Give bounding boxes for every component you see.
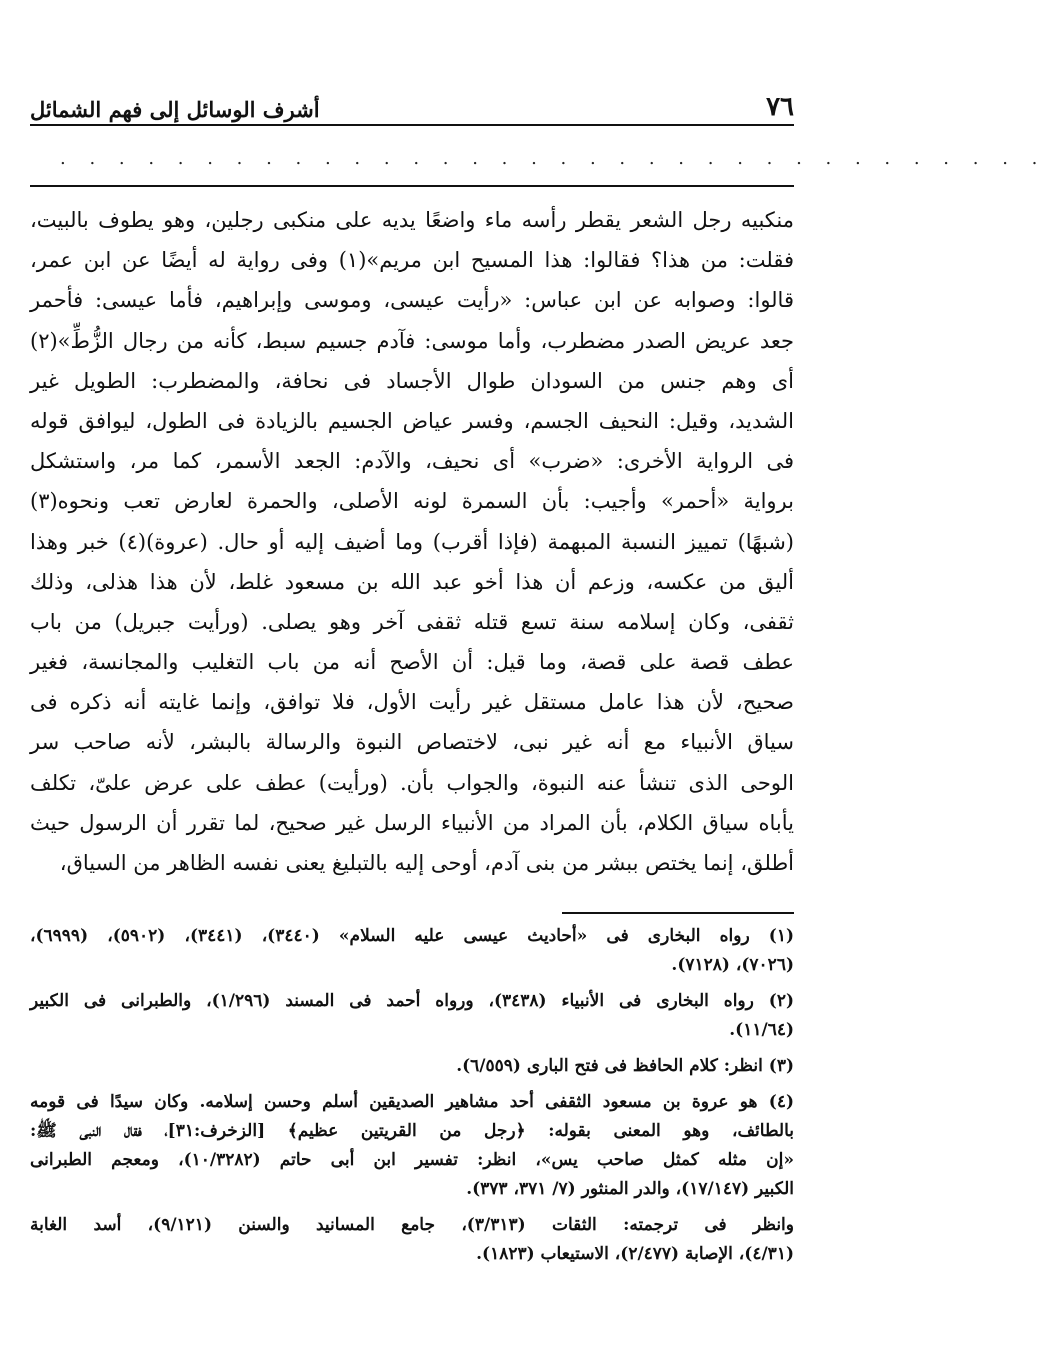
footnote-4 bbox=[30, 1088, 794, 1204]
body-line: أى وهم جنس من السودان طوال الأجساد فى نحافة، والمضطرب: الطويل غير bbox=[30, 368, 794, 393]
footnote-1 bbox=[30, 922, 794, 980]
header-rule bbox=[30, 124, 794, 126]
footnote-line: (١١/٦٤). bbox=[729, 1020, 794, 1040]
footnote-line: (٧٠٢٦)، (٧١٢٨). bbox=[671, 955, 794, 975]
footnote-line: (٢) رواه البخارى فى الأنبياء (٣٤٣٨)، ورواه أحمد فى المسند (١/٢٩٦)، والطبرانى فى الكبير bbox=[30, 991, 794, 1011]
body-line: برواية «أحمر» وأجيب: بأن السمرة لونه الأصلى، والحمرة لعارض تعب ونحوه(٣) bbox=[30, 489, 794, 514]
footnote-rule bbox=[562, 912, 794, 914]
body-line: جعد عريض الصدر مضطرب، وأما موسى: فآدم جسيم سبط، كأنه من رجال الزُّطِّ»(٢) bbox=[30, 328, 794, 353]
body-line: يأباه سياق الكلام، بأن المراد من الأنبياء الرسل غير صحيح، لما تقرر أن الرسول حيث bbox=[30, 810, 794, 835]
footnote-line: الكبير (١٧/١٤٧)، والدر المنثور (٧/ ٣٧١، ٣٧٣). bbox=[466, 1179, 794, 1199]
body-line: صحيح، لأن هذا عامل مستقل غير رأيت الأول، فلا توافق، وإنما غايته أنه ذكره فى bbox=[30, 690, 794, 715]
body-rule bbox=[30, 185, 794, 187]
body-line: فى الرواية الأخرى: «ضرب» أى نحيف، والآدم: الجعد الأسمر، كما مر، واستشكل bbox=[30, 449, 794, 474]
footnote-line: (٣) انظر: كلام الحافظ فى فتح البارى (٦/٥٥٩). bbox=[456, 1056, 794, 1076]
footnote-line: بالطائف، وهو المعنى بقوله: ﴿رجل من القريتين عظيم﴾ [الزخرف:٣١]، فقال النبى ﷺ: bbox=[30, 1121, 794, 1141]
body-line: قالوا: وصوابه عن ابن عباس: «رأيت عيسى، وموسى وإبراهيم، فأما عيسى: فأحمر bbox=[30, 288, 794, 313]
footnote-line: (١) رواه البخارى فى «أحاديث عيسى عليه السلام» (٣٤٤٠)، (٣٤٤١)، (٥٩٠٢)، (٦٩٩٩)، bbox=[30, 926, 795, 946]
footnotes bbox=[30, 922, 794, 1276]
page-header bbox=[30, 82, 794, 122]
page-number: ٧٦ bbox=[766, 92, 794, 122]
body-line: (شبهًا) تمييز النسبة المبهمة (فإذا أقرب) وما أضيف إليه أو حال. (عروة)(٤) خبر وهذا bbox=[30, 529, 795, 554]
footnote-line: وانظر فى ترجمته: الثقات (٣/٣١٣)، جامع المسانيد والسنن (٩/١٢١)، أسد الغابة bbox=[30, 1215, 794, 1235]
footnote-line: «إن مثله كمثل صاحب يس»، انظر: تفسير ابن أبى حاتم (١٠/٣٢٨٢)، ومعجم الطبرانى bbox=[30, 1150, 794, 1170]
footnote-2 bbox=[30, 987, 794, 1045]
body-text bbox=[30, 200, 794, 883]
footnote-line: (٤) هو عروة بن مسعود الثقفى أحد مشاهير الصديقين أسلم وحسن إسلامه. وكان سيدًا فى قومه bbox=[30, 1092, 794, 1112]
body-line: فقلت: من هذا؟ فقالوا: هذا المسيح ابن مريم»(١) وفى رواية له أيضًا عن ابن عمر، bbox=[30, 248, 794, 273]
footnote-4-continued bbox=[30, 1211, 794, 1269]
body-line: ثقفى، وكان إسلامه سنة تسع قتله ثقفى آخر وهو يصلى. (ورأيت جبريل) من باب bbox=[30, 609, 794, 634]
running-title: أشرف الوسائل إلى فهم الشمائل bbox=[30, 97, 320, 122]
footnote-3 bbox=[30, 1052, 794, 1081]
body-line: منكبيه رجل الشعر يقطر رأسه ماء واضعًا يديه على منكبى رجلين، وهو يطوف بالبيت، bbox=[30, 208, 794, 232]
body-line: أطلق، إنما يختص ببشر من بنى آدم، أوحى إليه بالتبليغ يعنى نفسه الظاهر من السياق، bbox=[59, 851, 794, 875]
body-line: سياق الأنبياء مع أنه غير نبى، لاختصاص النبوة والرسالة بالبشر، لأنه صاحب سر bbox=[30, 730, 794, 755]
body-line: الوحى الذى تنشأ عنه النبوة، والجواب بأن. (ورأيت) عطف على عرض علىّ، تكلف bbox=[30, 770, 794, 795]
separator-dots: . . . . . . . . . . . . . . . . . . . . . . . . . . . . . . . . . . bbox=[60, 148, 1046, 169]
body-line: عطف قصة على قصة، وما قيل: أن الأصح أنه من باب التغليب والمجانسة، فغير bbox=[30, 650, 794, 675]
body-line: الشديد، وقيل: النحيف الجسم، وفسر عياض الجسيم بالزيادة فى الطول، ليوافق قوله bbox=[30, 408, 794, 433]
body-line: أليق من عكسه، وزعم أن هذا أخو عبد الله بن مسعود غلط، لأن هذا هذلى، وذلك bbox=[30, 569, 794, 594]
footnote-line: (٤/٣١)، الإصابة (٢/٤٧٧)، الاستيعاب (١٨٢٣). bbox=[476, 1244, 794, 1264]
